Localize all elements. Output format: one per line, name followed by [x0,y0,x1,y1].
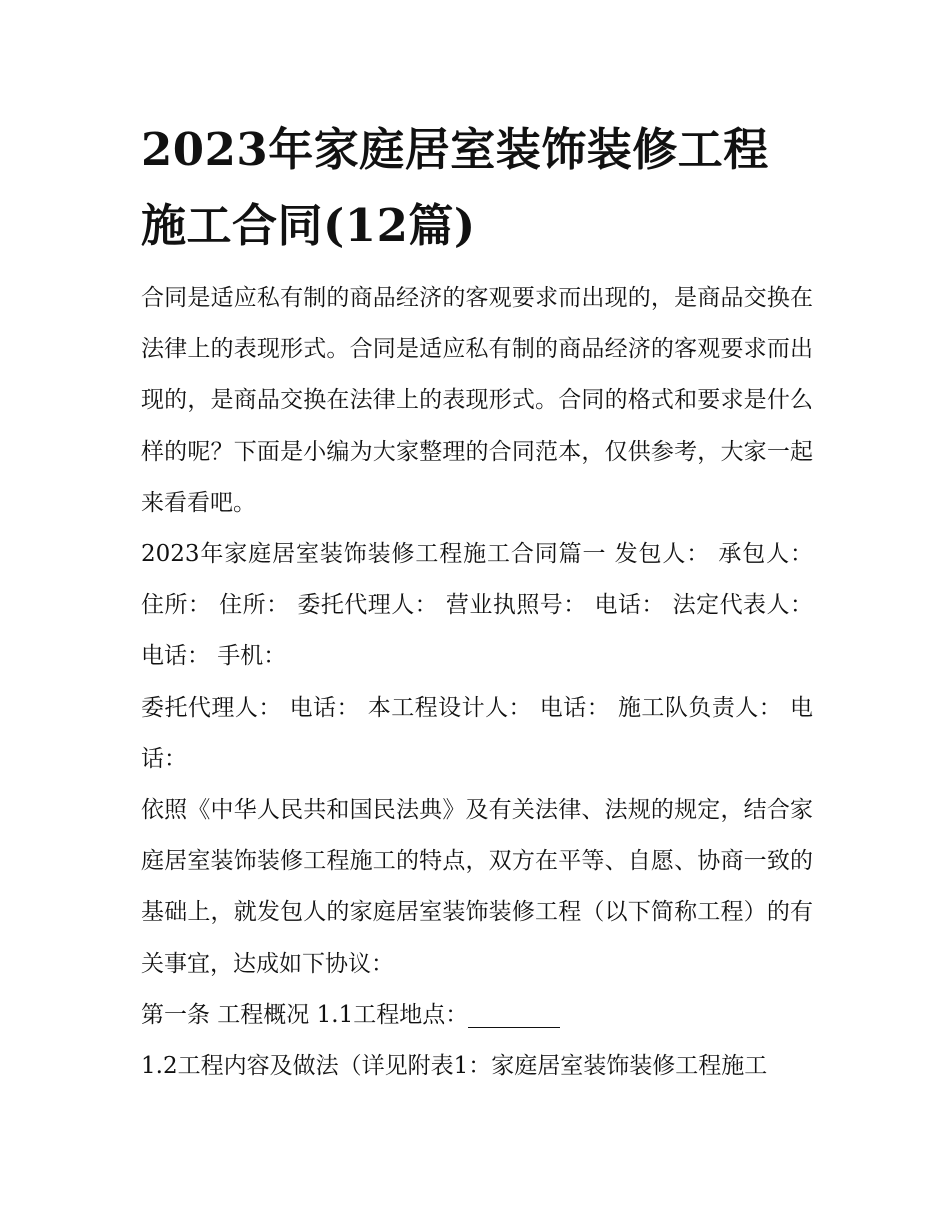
intro-paragraph: 合同是适应私有制的商品经济的客观要求而出现的，是商品交换在法律上的表现形式。合同是适应私有制的商品经济的客观要求而出现的，是商品交换在法律上的表现形式。合同的格式和要求是什么样的呢？下面是小编为大家整理的合同范本，仅供参考，大家一起来看看吧。 [141,285,813,516]
article-1-heading-text: 第一条 工程概况 1.1工程地点： [141,1001,469,1028]
document-title [141,112,813,264]
title-line-2: 施工合同(12篇) [141,199,476,252]
legal-basis-paragraph: 依照《中华人民共和国民法典》及有关法律、法规的规定，结合家庭居室装饰装修工程施工的特点，双方在平等、自愿、协商一致的基础上，就发包人的家庭居室装饰装修工程（以下简称工程）的有关事宜，达成如下协议： [141,797,813,977]
fill-in-blank-line [468,1005,560,1028]
article-1-heading [141,990,813,1041]
parties-paragraph-1: 2023年家庭居室装饰装修工程施工合同篇一 发包人： 承包人： 住所： 住所： 委托代理人： 营业执照号： 电话： 法定代表人： 电话： 手机： [141,541,813,670]
parties-paragraph-2: 委托代理人： 电话： 本工程设计人： 电话： 施工队负责人： 电话： [141,694,813,772]
article-1-item-2: 1.2工程内容及做法（详见附表1：家庭居室装饰装修工程施工 [141,1053,768,1080]
document-body [141,112,813,1092]
title-line-1: 2023年家庭居室装饰装修工程 [141,123,769,176]
